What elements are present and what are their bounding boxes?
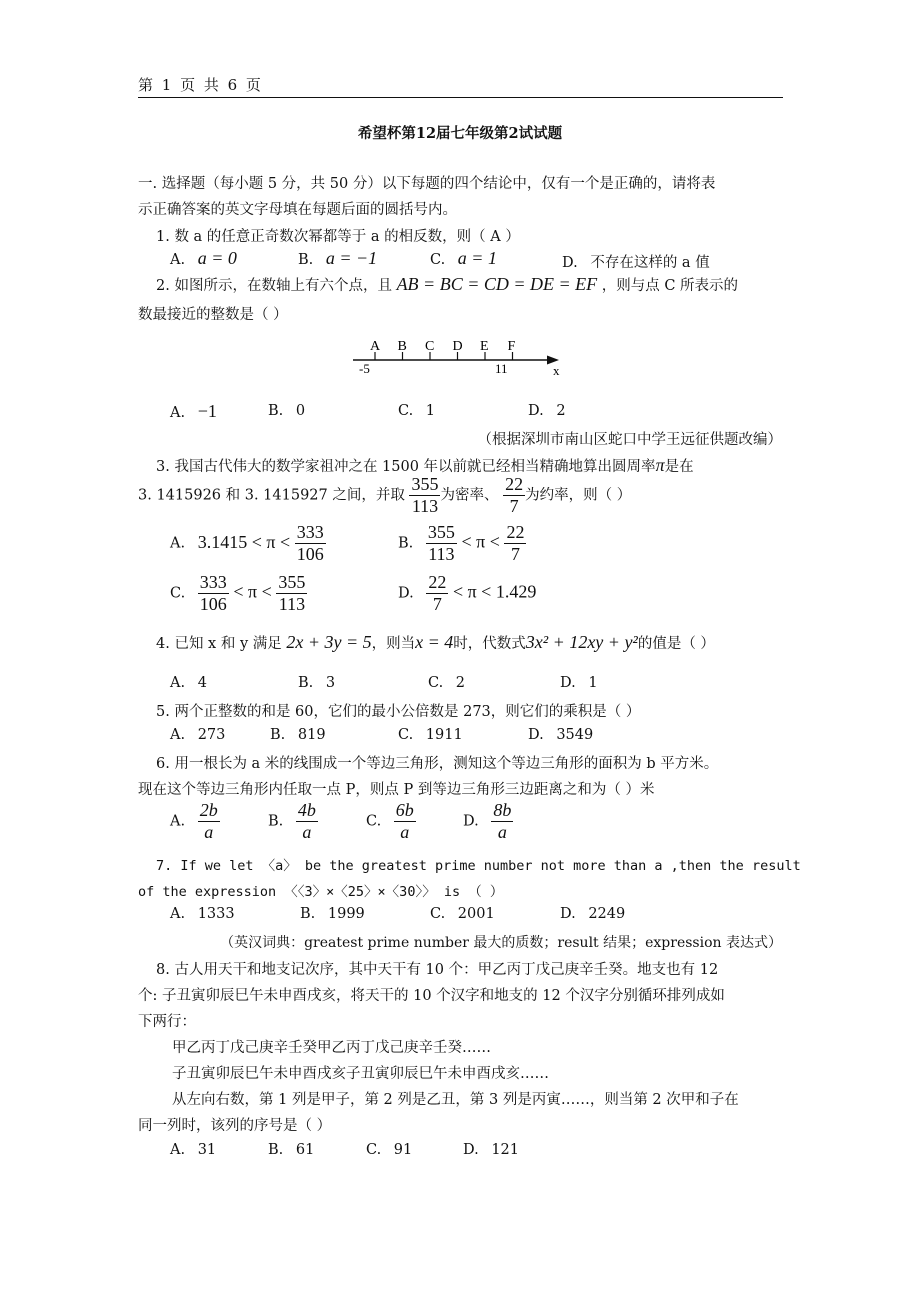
q7-option-c: C. 2001 — [430, 906, 495, 922]
q6-option-d: D. $\frac{8b}{a}$ — [463, 800, 512, 842]
q6-stem-line-1: 6. 用一根长为 a 米的线围成一个等边三角形，测知这个等边三角形的面积为 b 平方米。 — [156, 756, 719, 772]
q1-option-c: C. a = 1 — [430, 248, 497, 268]
q3-option-b: B. $\frac{355}{113}$ < π < $\frac{22}{7}$ — [398, 522, 525, 564]
q8-option-c: C. 91 — [366, 1142, 413, 1158]
q5-stem: 5. 两个正整数的和是 60，它们的最小公倍数是 273，则它们的乘积是（ ） — [156, 704, 641, 720]
q6-stem-line-2: 现在这个等边三角形内任取一点 P，则点 P 到等边三角形三边距离之和为（ ）米 — [138, 782, 655, 798]
q8-option-d: D. 121 — [463, 1142, 520, 1158]
q2-source-note: （根据深圳市南山区蛇口中学王远征供题改编） — [477, 432, 782, 448]
q4-option-a: A. 4 — [170, 675, 207, 691]
q4-option-c: C. 2 — [428, 675, 466, 691]
q8-stem-line-4: 从左向右数，第 1 列是甲子，第 2 列是乙丑，第 3 列是丙寅……，则当第 2 次甲和子在 — [172, 1092, 739, 1108]
q1-option-a: A. a = 0 — [170, 248, 237, 268]
q3-stem-line-1: 3. 我国古代伟大的数学家祖冲之在 1500 年以前就已经相当精确地算出圆周率π是在 — [156, 455, 694, 475]
q1-stem: 1. 数 a 的任意正奇数次幂都等于 a 的相反数，则（ A ） — [156, 229, 520, 245]
q5-option-c: C. 1911 — [398, 727, 463, 743]
earthly-branches-row: 子丑寅卯辰巳午未申酉戌亥子丑寅卯辰巳午未申酉戌亥…… — [172, 1066, 549, 1082]
point-label-d: D — [452, 339, 463, 354]
q5-option-d: D. 3549 — [528, 727, 594, 743]
q8-option-a: A. 31 — [170, 1142, 217, 1158]
number-line-figure — [345, 334, 575, 380]
q7-option-d: D. 2249 — [560, 906, 626, 922]
q6-option-c: C. $\frac{6b}{a}$ — [366, 800, 414, 842]
q4-stem: 4. 已知 x 和 y 满足 2x + 3y = 5，则当x = 4时，代数式3x² + 12xy + y²的值是（ ） — [156, 632, 715, 652]
axis-x-label: x — [553, 363, 560, 378]
q7-option-a: A. 1333 — [170, 906, 235, 922]
q8-stem-line-3: 下两行： — [138, 1014, 196, 1030]
q3-stem-line-2: 3. 1415926 和 3. 1415927 之间，并取 $\frac{355}{113}$ 为密率、 $\frac{22}{7}$ 为约率，则（ ） — [138, 474, 632, 516]
heavenly-stems-row: 甲乙丙丁戊己庚辛壬癸甲乙丙丁戊己庚辛壬癸…… — [172, 1040, 491, 1056]
q2-stem-line-1: 2. 如图所示，在数轴上有六个点，且 AB = BC = CD = DE = EF ，则与点 C 所表示的 — [156, 274, 739, 294]
q7-stem-line-1: 7. If we let 〈a〉 be the greatest prime number not more than a ,then the result — [156, 858, 801, 874]
q2-option-c: C. 1 — [398, 403, 436, 419]
q3-option-d: D. $\frac{22}{7}$ < π < 1.429 — [398, 572, 537, 614]
q7-glossary: （英汉词典：greatest prime number 最大的质数；result 结果；expression 表达式） — [220, 935, 782, 951]
q2-stem-line-2: 数最接近的整数是（ ） — [138, 307, 288, 323]
q7-stem-line-2: of the expression 〈〈3〉×〈25〉×〈30〉〉 is （ ） — [138, 884, 504, 900]
density-ratio-fraction: $\frac{355}{113}$ — [411, 474, 439, 516]
q3-option-a: A. 3.1415 < π < $\frac{333}{106}$ — [170, 522, 324, 564]
q7-option-b: B. 1999 — [300, 906, 365, 922]
q8-stem-line-1: 8. 古人用天干和地支记次序，其中天干有 10 个：甲乙丙丁戊己庚辛壬癸。地支也有 12 — [156, 962, 719, 978]
page-number: 第 1 页 共 6 页 — [138, 76, 263, 94]
q5-option-b: B. 819 — [270, 727, 326, 743]
q4-option-d: D. 1 — [560, 675, 598, 691]
point-label-c: C — [425, 339, 435, 354]
q2-option-b: B. 0 — [268, 403, 306, 419]
left-value-label: -5 — [359, 361, 370, 376]
point-label-b: B — [397, 339, 407, 354]
q6-option-b: B. $\frac{4b}{a}$ — [268, 800, 316, 842]
section-intro-line-2: 示正确答案的英文字母填在每题后面的圆括号内。 — [138, 202, 457, 218]
point-label-a: A — [370, 339, 381, 354]
q8-stem-line-2: 个: 子丑寅卯辰巳午未申酉戌亥，将天干的 10 个汉字和地支的 12 个汉字分别循环排列成如 — [138, 988, 725, 1004]
q3-option-c: C. $\frac{333}{106}$ < π < $\frac{355}{113}$ — [170, 572, 306, 614]
q2-option-a: A. −1 — [170, 401, 217, 421]
q8-stem-line-5: 同一列时，该列的序号是（ ） — [138, 1118, 332, 1134]
q2-option-d: D. 2 — [528, 403, 566, 419]
q6-option-a: A. $\frac{2b}{a}$ — [170, 800, 218, 842]
approx-ratio-fraction: $\frac{22}{7}$ — [505, 474, 524, 516]
q1-option-d: D. 不存在这样的 a 值 — [562, 255, 710, 271]
q8-option-b: B. 61 — [268, 1142, 315, 1158]
q4-option-b: B. 3 — [298, 675, 336, 691]
page-header — [138, 74, 783, 98]
point-label-e: E — [480, 339, 489, 354]
right-value-label: 11 — [495, 361, 508, 376]
q5-option-a: A. 273 — [170, 727, 226, 743]
point-label-f: F — [507, 339, 516, 354]
q1-option-b: B. a = −1 — [298, 248, 378, 268]
section-intro-line-1: 一. 选择题（每小题 5 分，共 50 分）以下每题的四个结论中，仅有一个是正确的，请将表 — [138, 176, 716, 192]
page-title: 希望杯第12届七年级第2试试题 — [357, 125, 563, 142]
